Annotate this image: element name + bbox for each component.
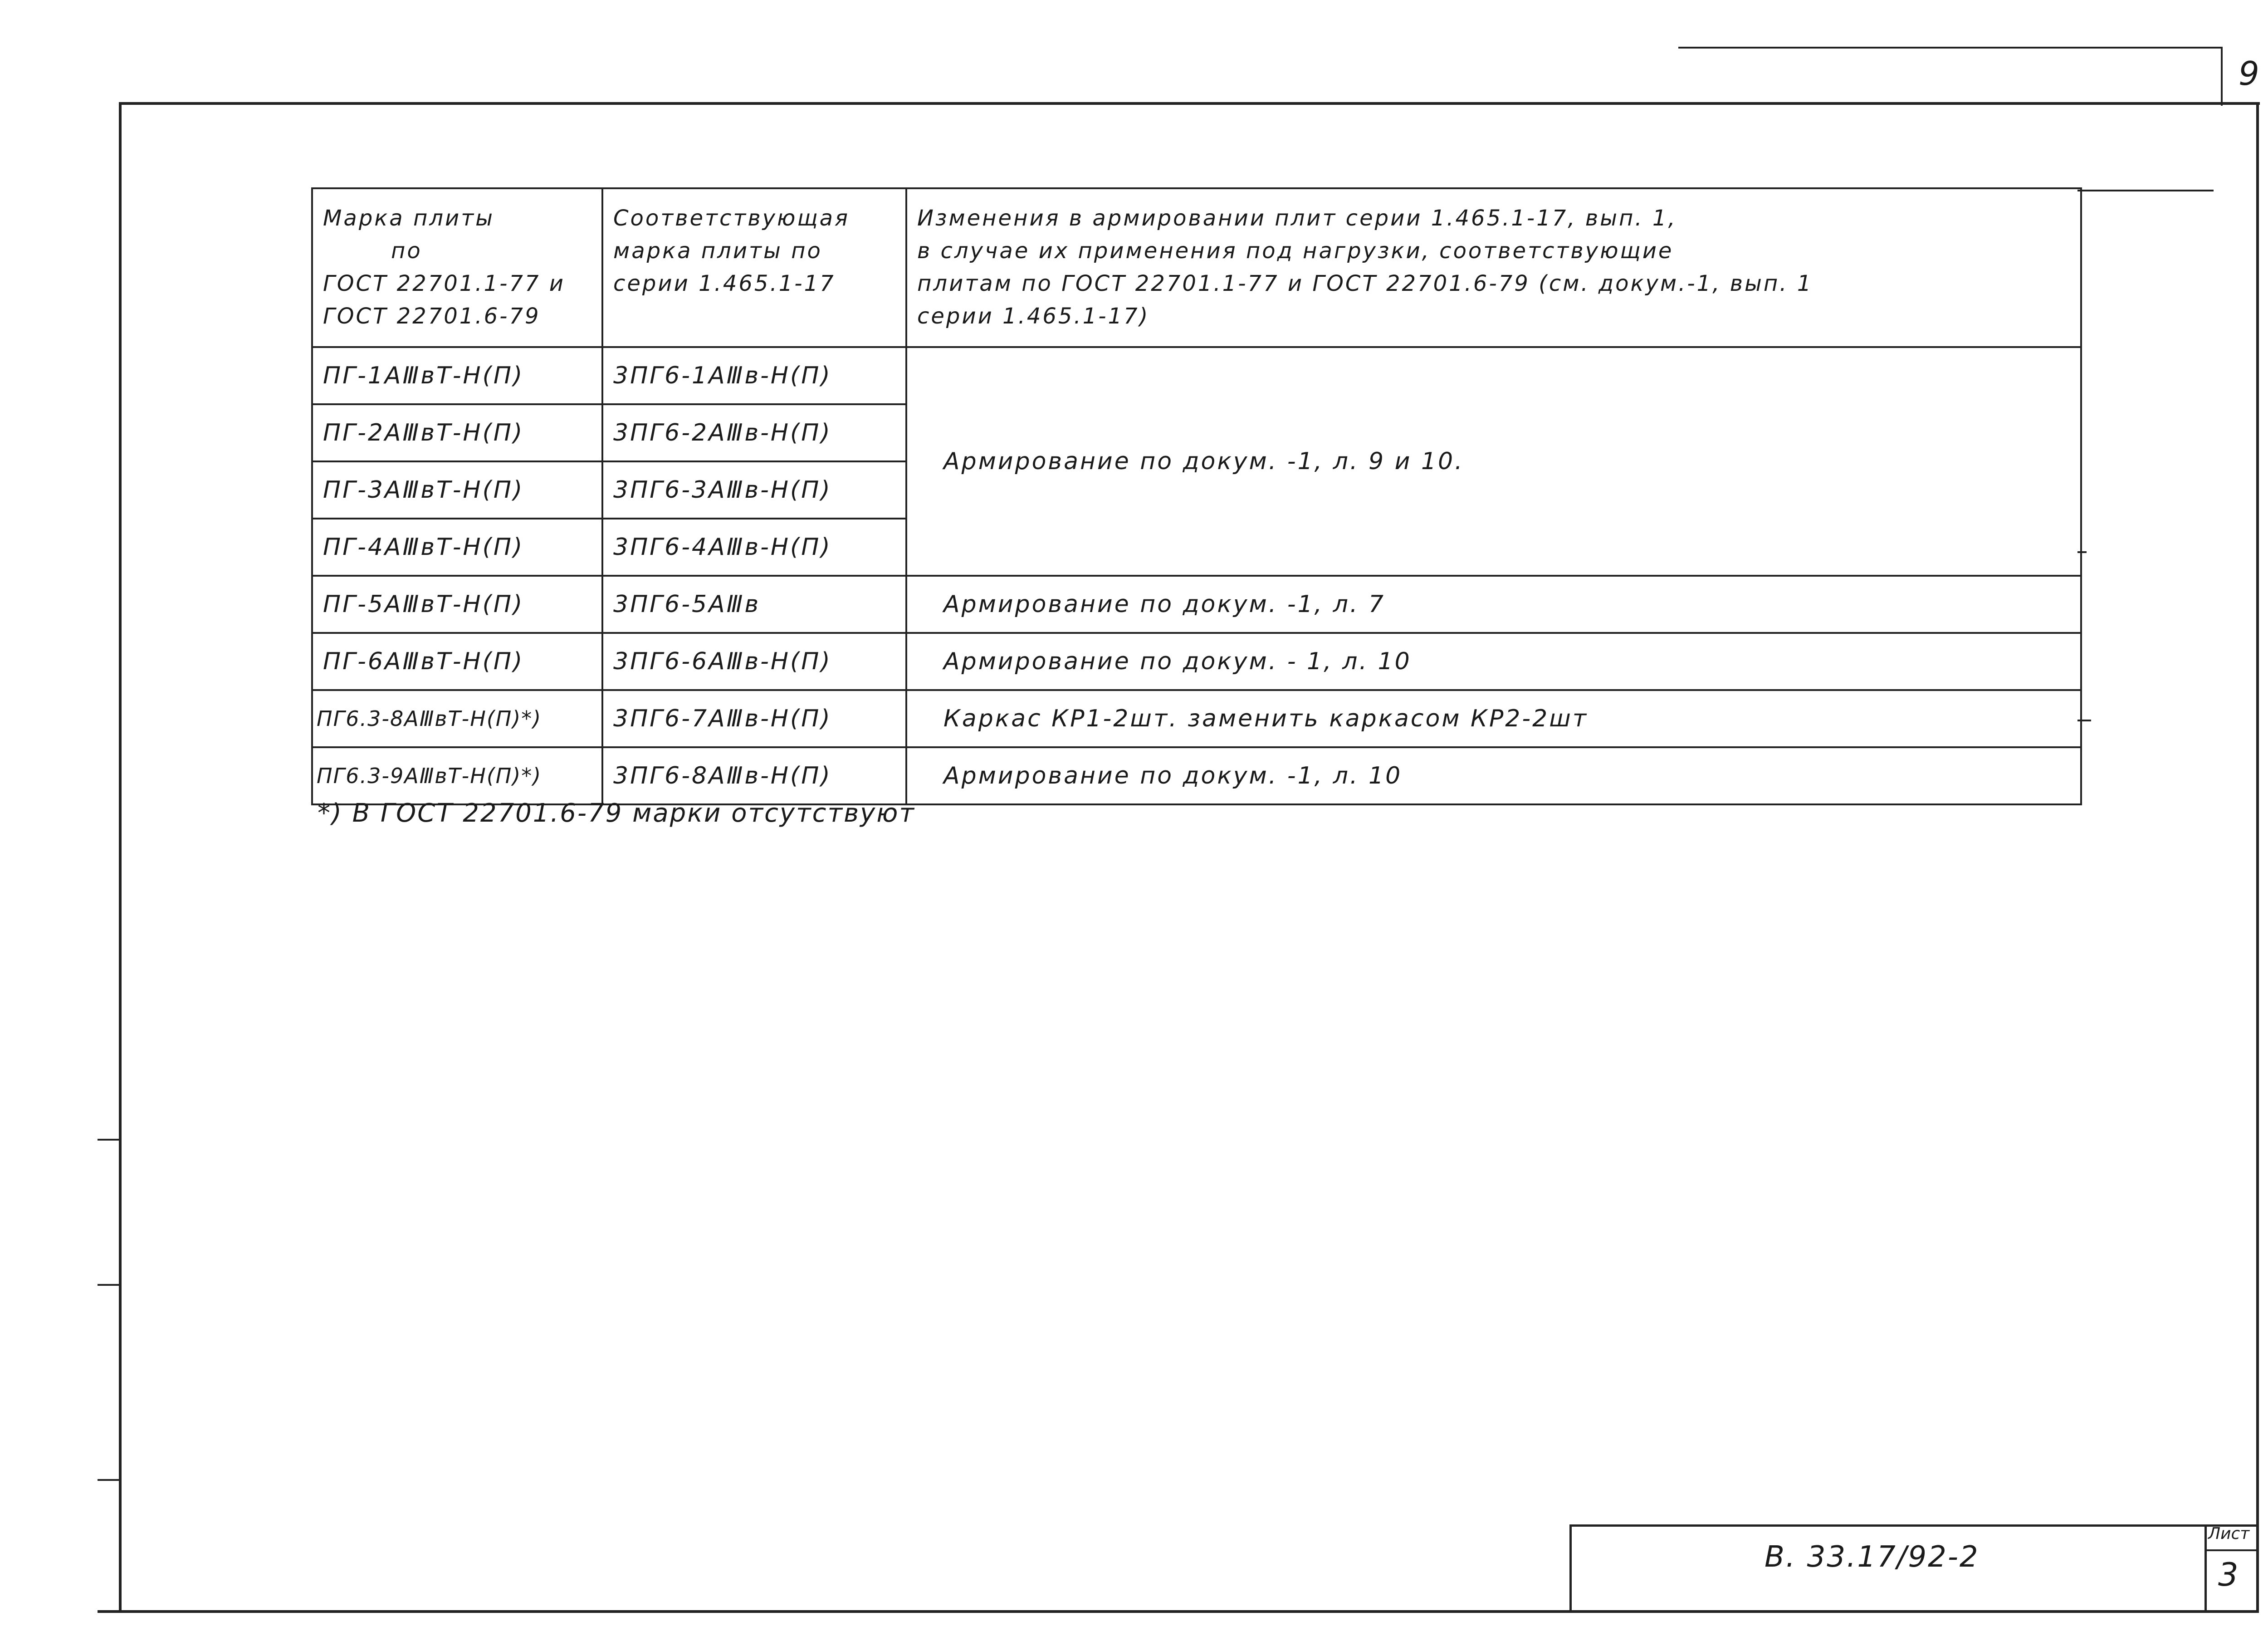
table-row	[312, 747, 2081, 804]
merged-note-cell: Армирование по докум. -1, л. 9 и 10.	[906, 347, 2081, 576]
plate-mark-cell: ПГ-4АⅢвТ-Н(П)	[312, 519, 602, 576]
margin-tick-1	[98, 1139, 120, 1141]
corresponding-mark-cell: 3ПГ6-6АⅢв-Н(П)	[602, 633, 906, 690]
table-row	[312, 576, 2081, 633]
corresponding-mark-cell: 3ПГ6-1АⅢв-Н(П)	[602, 347, 906, 404]
change-note-cell: Армирование по докум. - 1, л. 10	[906, 633, 2081, 690]
table-row	[312, 347, 2081, 404]
frame-top	[119, 102, 2260, 105]
reinforcement-table	[311, 187, 2082, 805]
title-block-divider	[2204, 1524, 2207, 1612]
corresponding-mark-cell: 3ПГ6-7АⅢв-Н(П)	[602, 690, 906, 747]
doc-code: В. 33.17/92-2	[1765, 1540, 1980, 1574]
plate-mark-cell: ПГ-5АⅢвТ-Н(П)	[312, 576, 602, 633]
page-number: 9	[2239, 54, 2259, 93]
plate-mark-cell: ПГ-6АⅢвТ-Н(П)	[312, 633, 602, 690]
plate-mark-cell: ПГ-1АⅢвТ-Н(П)	[312, 347, 602, 404]
corresponding-mark-cell: 3ПГ6-2АⅢв-Н(П)	[602, 404, 906, 461]
header-plate-mark: Марка плиты по ГОСТ 22701.1-77 и ГОСТ 22701.6-79	[312, 188, 602, 347]
top-thin-line	[1678, 47, 2223, 49]
frame-right	[2256, 102, 2259, 1613]
header-changes: Изменения в армировании плит серии 1.465.1-17, вып. 1, в случае их применения под нагрузки, соответствующие плитам по ГОСТ 22701.1-77 и ГОСТ 22701.6-79 (см. докум.-1, вып. 1 серии 1.465.1-17)	[906, 188, 2081, 347]
header-corresponding-mark: Соответствующая марка плиты по серии 1.465.1-17	[602, 188, 906, 347]
plate-mark-cell: ПГ-3АⅢвТ-Н(П)	[312, 461, 602, 519]
margin-tick-2	[98, 1284, 120, 1286]
change-note-cell: Армирование по докум. -1, л. 7	[906, 576, 2081, 633]
title-block-left	[1569, 1524, 1572, 1612]
plate-mark-cell: ПГ6.3-8АⅢвТ-Н(П)*)	[312, 690, 602, 747]
table-row	[312, 633, 2081, 690]
change-note-cell: Каркас КР1-2шт. заменить каркасом КР2-2шт	[906, 690, 2081, 747]
margin-tick-3	[98, 1479, 120, 1481]
table-header-row	[312, 188, 2081, 347]
sheet-label: Лист	[2208, 1524, 2250, 1543]
table-row	[312, 690, 2081, 747]
sheet-number: 3	[2218, 1556, 2240, 1593]
footnote: *) В ГОСТ 22701.6-79 марки отсутствуют	[318, 799, 915, 828]
corresponding-mark-cell: 3ПГ6-5АⅢв	[602, 576, 906, 633]
plate-mark-cell: ПГ6.3-9АⅢвТ-Н(П)*)	[312, 747, 602, 804]
corresponding-mark-cell: 3ПГ6-4АⅢв-Н(П)	[602, 519, 906, 576]
change-note-cell: Армирование по докум. -1, л. 10	[906, 747, 2081, 804]
frame-bottom	[98, 1610, 2259, 1613]
corresponding-mark-cell: 3ПГ6-3АⅢв-Н(П)	[602, 461, 906, 519]
plate-mark-cell: ПГ-2АⅢвТ-Н(П)	[312, 404, 602, 461]
frame-left	[119, 102, 122, 1613]
page-number-box-left	[2221, 47, 2223, 106]
title-block-top	[1569, 1524, 2259, 1527]
table-top-extension	[2077, 190, 2214, 191]
corresponding-mark-cell: 3ПГ6-8АⅢв-Н(П)	[602, 747, 906, 804]
sheet-label-line	[2204, 1549, 2259, 1551]
